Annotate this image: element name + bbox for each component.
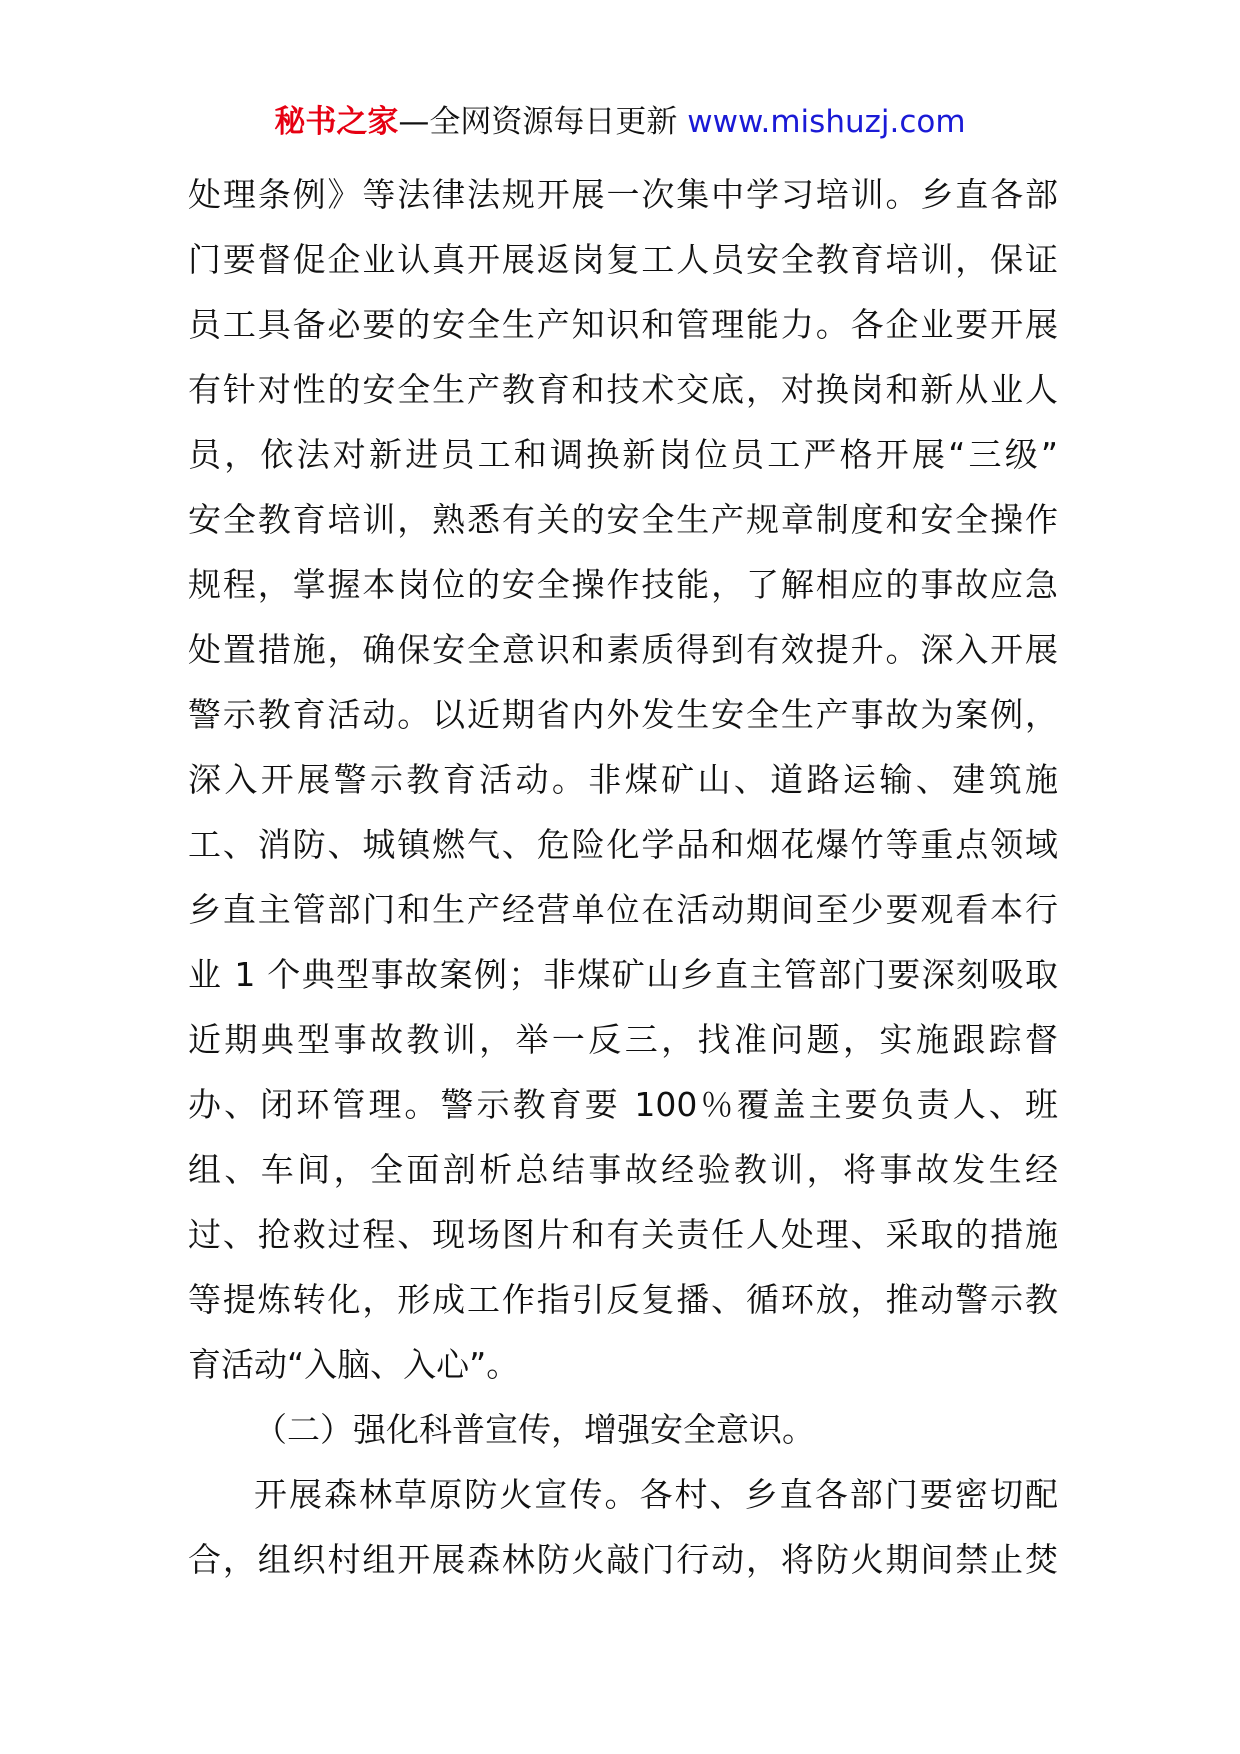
text-line: 育活动“入脑、入心”。 xyxy=(188,1345,520,1384)
text-line: 处置措施，确保安全意识和素质得到有效提升。深入开展 xyxy=(188,630,1058,669)
text-line: 工、消防、城镇燃气、危险化学品和烟花爆竹等重点领域 xyxy=(188,825,1058,864)
text-line: 处理条例》等法律法规开展一次集中学习培训。乡直各部 xyxy=(188,175,1058,214)
text-line: 过、抢救过程、现场图片和有关责任人处理、采取的措施 xyxy=(188,1215,1058,1254)
text-line: 开展森林草原防火宣传。各村、乡直各部门要密切配 xyxy=(254,1475,1058,1514)
text-line: 乡直主管部门和生产经营单位在活动期间至少要观看本行 xyxy=(188,890,1058,929)
text-line: 等提炼转化，形成工作指引反复播、循环放，推动警示教 xyxy=(188,1280,1058,1319)
text-line: 规程，掌握本岗位的安全操作技能，了解相应的事故应急 xyxy=(188,565,1058,604)
text-line: 警示教育活动。以近期省内外发生安全生产事故为案例， xyxy=(188,695,1058,734)
text-line: 门要督促企业认真开展返岗复工人员安全教育培训，保证 xyxy=(188,240,1058,279)
text-line: 安全教育培训，熟悉有关的安全生产规章制度和安全操作 xyxy=(188,500,1058,539)
text-line: 组、车间，全面剖析总结事故经验教训，将事故发生经 xyxy=(188,1150,1058,1189)
text-line: 员，依法对新进员工和调换新岗位员工严格开展“三级” xyxy=(188,435,1058,474)
brand-name: 秘书之家 xyxy=(274,104,399,140)
header-slogan: —全网资源每日更新 xyxy=(398,104,688,140)
text-line: 有针对性的安全生产教育和技术交底，对换岗和新从业人 xyxy=(188,370,1058,409)
text-line: 办、闭环管理。警示教育要 100％覆盖主要负责人、班 xyxy=(188,1085,1058,1124)
section-heading: （二）强化科普宣传，增强安全意识。 xyxy=(254,1410,815,1449)
document-body xyxy=(188,162,1058,1592)
text-line: 员工具备必要的安全生产知识和管理能力。各企业要开展 xyxy=(188,305,1058,344)
text-line: 合，组织村组开展森林防火敲门行动，将防火期间禁止焚 xyxy=(188,1540,1058,1579)
text-line: 深入开展警示教育活动。非煤矿山、道路运输、建筑施 xyxy=(188,760,1058,799)
site-url-link[interactable]: www.mishuzj.com xyxy=(687,104,966,140)
page-header xyxy=(0,102,1240,142)
text-line: 近期典型事故教训，举一反三，找准问题，实施跟踪督 xyxy=(188,1020,1058,1059)
text-line: 业 1 个典型事故案例；非煤矿山乡直主管部门要深刻吸取 xyxy=(188,955,1058,994)
